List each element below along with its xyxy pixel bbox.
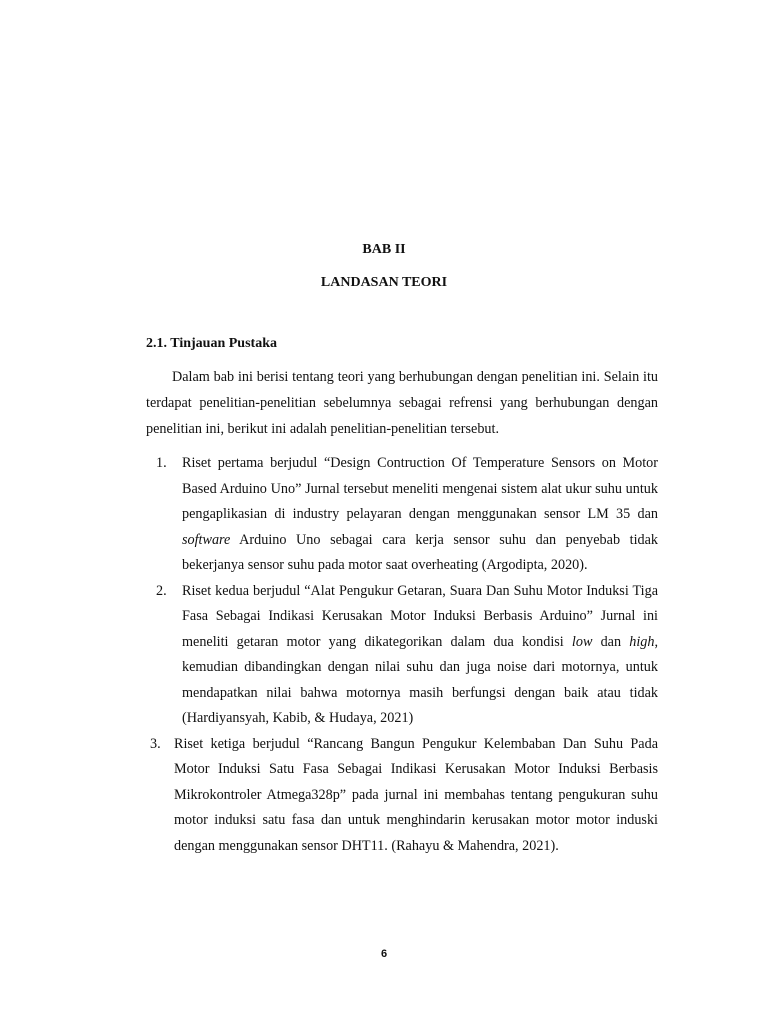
list-item-italic-term: software [182,531,231,548]
list-item-text: , kemudian dibandingkan dengan nilai suhu dan juga noise dari motornya, untuk mendapatkan nilai bahwa motornya masih berfungsi dengan baik atau tidak (Hardiyansyah, Kabib, & Hudaya, 2021) [182,633,658,726]
list-item [146,732,658,860]
list-item-text: Arduino Uno sebagai cara kerja sensor suhu dan penyebab tidak bekerjanya sensor suhu pada motor saat overheating (Argodipta, 2020). [182,531,658,573]
intro-paragraph: Dalam bab ini berisi tentang teori yang berhubungan dengan penelitian ini. Selain itu terdapat penelitian-penelitian sebelumnya sebagai refrensi yang berhubungan dengan penelitian ini, berikut ini adalah penelitian-penelitian tersebut. [146,369,658,437]
list-item-number: 1. [156,455,167,471]
chapter-number: BAB II [362,242,406,257]
list-item-text: Riset pertama berjudul “Design Contruction Of Temperature Sensors on Motor Based Arduino Uno” Jurnal tersebut meneliti mengenai sistem alat ukur suhu untuk pengaplikasian di industry pelayaran dengan menggunakan sensor LM 35 dan [182,455,658,522]
list-item-italic-term: high [629,633,655,650]
list-item-text: Riset kedua berjudul “Alat Pengukur Getaran, Suara Dan Suhu Motor Induksi Tiga Fasa Sebagai Indikasi Kerusakan Motor Induksi Berbasis Arduino” Jurnal ini meneliti getaran motor yang dikategorikan dalam dua kondisi [182,582,658,650]
list-item-number: 3. [150,735,161,752]
chapter-title: LANDASAN TEORI [320,275,448,290]
list-item-text: Riset ketiga berjudul “Rancang Bangun Pengukur Kelembaban Dan Suhu Pada Motor Induksi Satu Fasa Sebagai Indikasi Kerusakan Motor Induksi Berbasis Mikrokontroler Atmega328p” pada jurnal ini membahas tentang pengukuran suhu motor induksi satu fasa dan untuk menghindarin kerusakan motor motor induski dengan menggunakan sensor DHT11. (Rahayu & Mahendra, 2021). [174,735,658,854]
list-item-text: dan [592,633,630,650]
list-item [146,451,658,579]
list-item [146,579,658,732]
section-heading: 2.1. Tinjauan Pustaka [146,336,277,351]
research-list [146,451,658,859]
list-item-italic-term: low [571,633,593,650]
page-number: 6 [380,948,388,960]
list-item-number: 2. [156,582,167,599]
